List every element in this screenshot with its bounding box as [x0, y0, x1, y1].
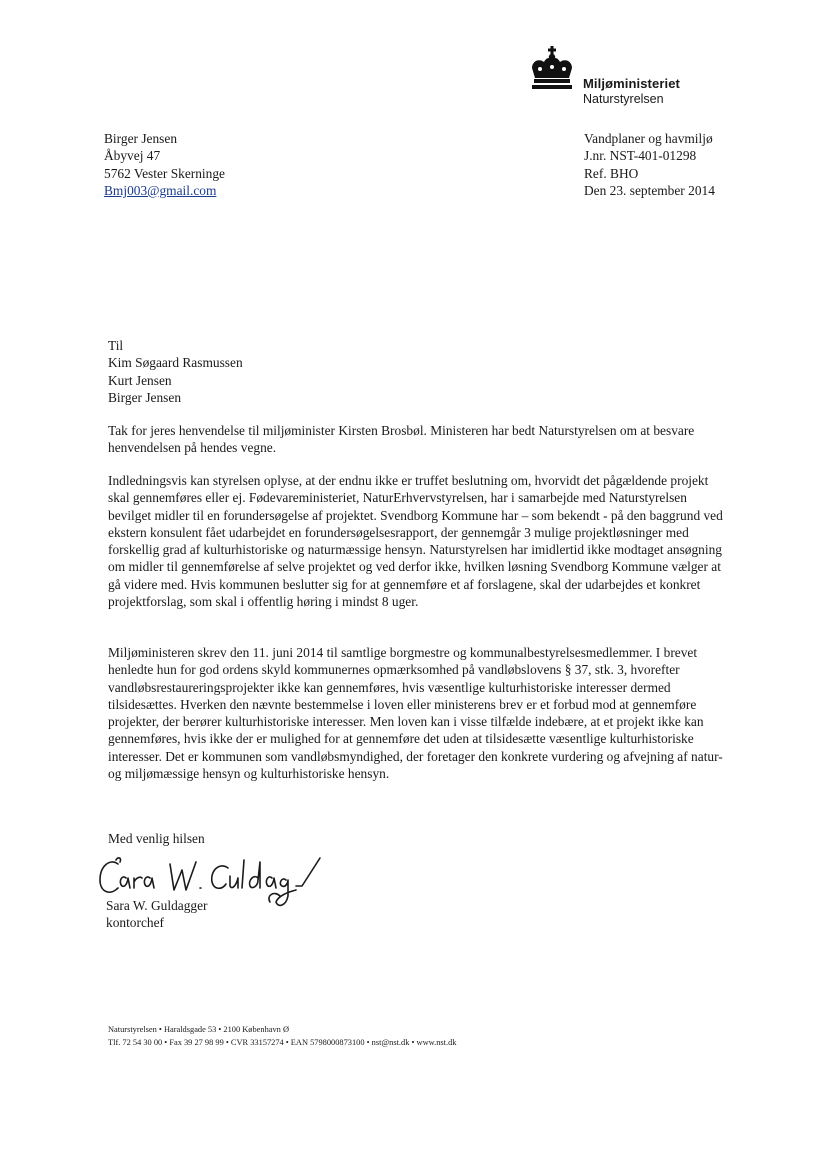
signer-block — [106, 897, 208, 932]
ministry-name: Miljøministeriet — [583, 76, 680, 91]
agency-name: Naturstyrelsen — [583, 92, 664, 106]
sender-address — [104, 130, 225, 199]
footer-address: Naturstyrelsen • Haraldsgade 53 • 2100 København Ø — [108, 1025, 289, 1034]
journal-number: J.nr. NST-401-01298 — [584, 148, 697, 164]
letter-reference — [584, 130, 715, 199]
recipients — [108, 337, 243, 406]
footer-contact: Tlf. 72 54 30 00 • Fax 39 27 98 99 • CVR 33157274 • EAN 5798000873100 • nst@nst.dk • www.nst.dk — [108, 1037, 457, 1047]
sender-email-link[interactable]: Bmj003@gmail.com — [104, 182, 217, 198]
sender-name: Birger Jensen — [104, 131, 178, 146]
sender-street: Åbyvej 47 — [104, 148, 161, 164]
paragraph-text: Tak for jeres henvendelse til miljøminister Kirsten Brosbøl. Ministeren har bedt Naturstyrelsen om at besvare henvendelsen på hendes vegne. — [108, 423, 695, 456]
paragraph-text: Miljøministeren skrev den 11. juni 2014 til samtlige borgmestre og kommunalbestyrelsesmedlemmer. I brevet henledte hun for god ordens skyld kommunernes opmærksomhed på vandløbslovens § 37, stk. 3, hvorefter vandløbsrestaureringsprojekter ikke kan gennemføres, hvis væsentlige kulturhistoriske interesser dermed tilsidesættes. Hverken den nævnte bestemmelse i loven eller ministerens brev er et forbud mod at gennemføre projekter, der berører kulturhistoriske interesser. Men loven kan i visse tilfælde indebære, at et projekt ikke kan gennemføres, hvis ikke der er mulighed for at gennemføre det uden at tilsidesætte væsentlige kulturhistoriske interesser. Det er kommunen som vandløbsmyndighed, der foretager den konkrete vurdering og afvejning af natur- og miljømæssige hensyn og kulturhistoriske hensyn. — [108, 645, 723, 782]
reference: Ref. BHO — [584, 165, 639, 181]
crown-icon — [527, 46, 577, 92]
ministry-logo — [527, 46, 727, 110]
sender-city: 5762 Vester Skerninge — [104, 165, 225, 181]
paragraph-text: Indledningsvis kan styrelsen oplyse, at der endnu ikke er truffet beslutning om, hvorvidt det pågældende projekt skal gennemføres eller ej. Fødevareministeriet, NaturErhvervstyrelsen, har i samarbejde med Naturstyrelsen bevilget midler til en forundersøgelse af projektet. Svendborg Kommune har – som bekendt - på den baggrund ved ekstern konsulent fået udarbejdet en forundersøgelsesrapport, der gennemgår 3 mulige projektløsninger med forskellig grad af kulturhistoriske og naturmæssige hensyn. Naturstyrelsen har imidlertid ikke modtaget ansøgning om midler til gennemførelse af selve projektet og ved derfor ikke, hvilken løsning Svendborg Kommune vælger at gå videre med. Hvis kommunen beslutter sig for at gennemføre et af forslagene, skal der udarbejdes et konkret projektforslag, som skal i offentlig høring i mindst 8 uger. — [108, 473, 723, 610]
body-paragraph-3 — [108, 644, 728, 782]
closing-salutation: Med venlig hilsen — [108, 831, 205, 846]
body-paragraph-1 — [108, 422, 728, 457]
recipient-name: Birger Jensen — [108, 389, 182, 405]
letter-footer — [108, 1024, 456, 1049]
letter-date: Den 23. september 2014 — [584, 182, 715, 198]
body-paragraph-2 — [108, 472, 728, 610]
signer-name: Sara W. Guldagger — [106, 898, 208, 913]
recipient-name: Kim Søgaard Rasmussen — [108, 355, 243, 371]
recipients-intro: Til — [108, 338, 124, 353]
signer-title: kontorchef — [106, 915, 165, 931]
department: Vandplaner og havmiljø — [584, 131, 713, 146]
recipient-name: Kurt Jensen — [108, 372, 172, 388]
